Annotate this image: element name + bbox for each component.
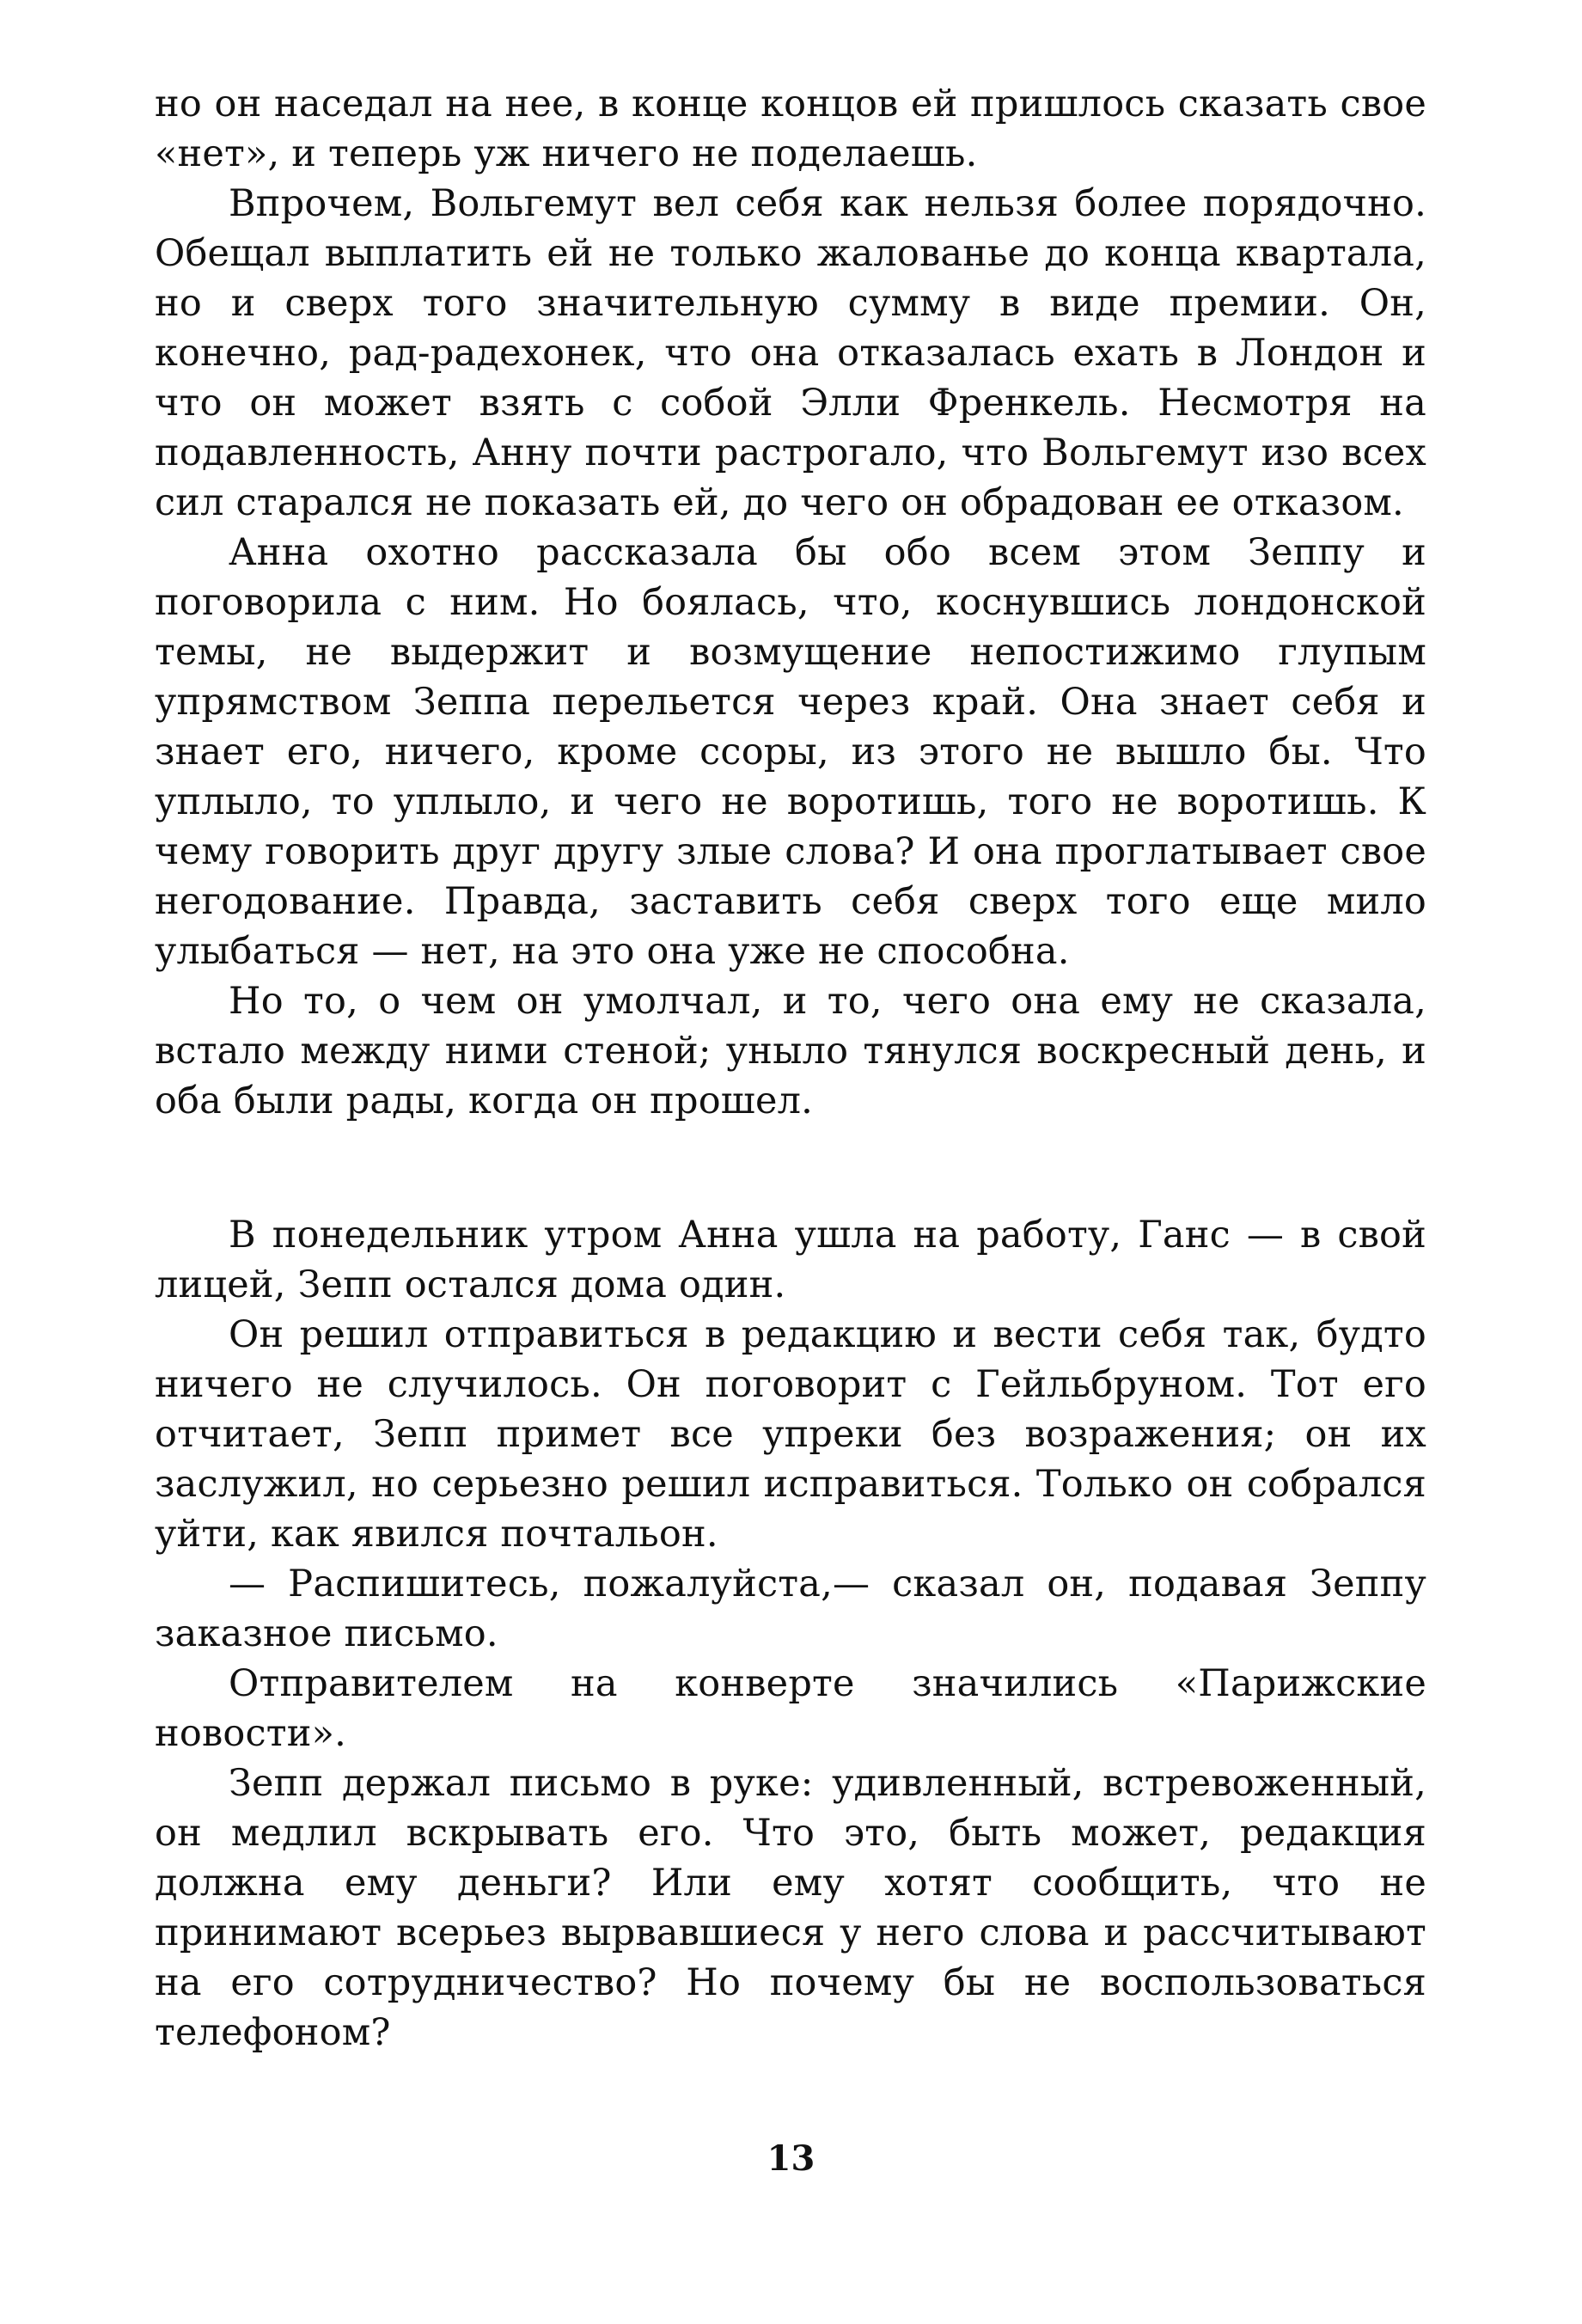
page-body [155, 79, 1426, 2058]
paragraph-continued: но он наседал на нее, в конце концов ей пришлось сказать свое «нет», и теперь уж ничего не поделаешь. [155, 83, 1426, 175]
paragraph: Он решил отправиться в редакцию и вести себя так, будто ничего не случилось. Он поговорит с Гейльбруном. Тот его отчитает, Зепп примет все упреки без возражения; он их заслужил, но серьезно решил исправиться. Только он собрался уйти, как явился почтальон. [155, 1313, 1426, 1556]
paragraph: Но то, о чем он умолчал, и то, чего она ему не сказала, встало между ними стеной; уныло тянулся воскресный день, и оба были рады, когда он прошел. [155, 980, 1426, 1122]
page-number: 13 [767, 2138, 815, 2179]
paragraph: Анна охотно рассказала бы обо всем этом Зеппу и поговорила с ним. Но боялась, что, коснувшись лондонской темы, не выдержит и возмущение непостижимо глупым упрямством Зеппа перельется через край. Она знает себя и знает его, ничего, кроме ссоры, из этого не вышло бы. Что уплыло, то уплыло, и чего не воротишь, того не воротишь. К чему говорить друг другу злые слова? И она проглатывает свое негодование. Правда, заставить себя сверх того еще мило улыбаться — нет, на это она уже не способна. [155, 531, 1426, 973]
section-break [155, 1126, 1426, 1210]
paragraph: Впрочем, Вольгемут вел себя как нельзя более порядочно. Обещал выплатить ей не только жалованье до конца квартала, но и сверх того значительную сумму в виде премии. Он, конечно, рад-радехонек, что она отказалась ехать в Лондон и что он может взять с собой Элли Френкель. Несмотря на подавленность, Анну почти растрогало, что Вольгемут изо всех сил старался не показать ей, до чего он обрадован ее отказом. [155, 182, 1426, 524]
dialogue-paragraph: — Распишитесь, пожалуйста,— сказал он, подавая Зеппу заказное письмо. [155, 1563, 1426, 1655]
paragraph: Зепп держал письмо в руке: удивленный, встревоженный, он медлил вскрывать его. Что это, быть может, редакция должна ему деньги? Или ему хотят сообщить, что не принимают всерьез вырвавшиеся у него слова и рассчитывают на его сотрудничество? Но почему бы не воспользоваться телефоном? [155, 1762, 1426, 2054]
paragraph: В понедельник утром Анна ушла на работу, Ганс — в свой лицей, Зепп остался дома один. [155, 1214, 1426, 1306]
paragraph: Отправителем на конверте значились «Парижские новости». [155, 1662, 1426, 1755]
